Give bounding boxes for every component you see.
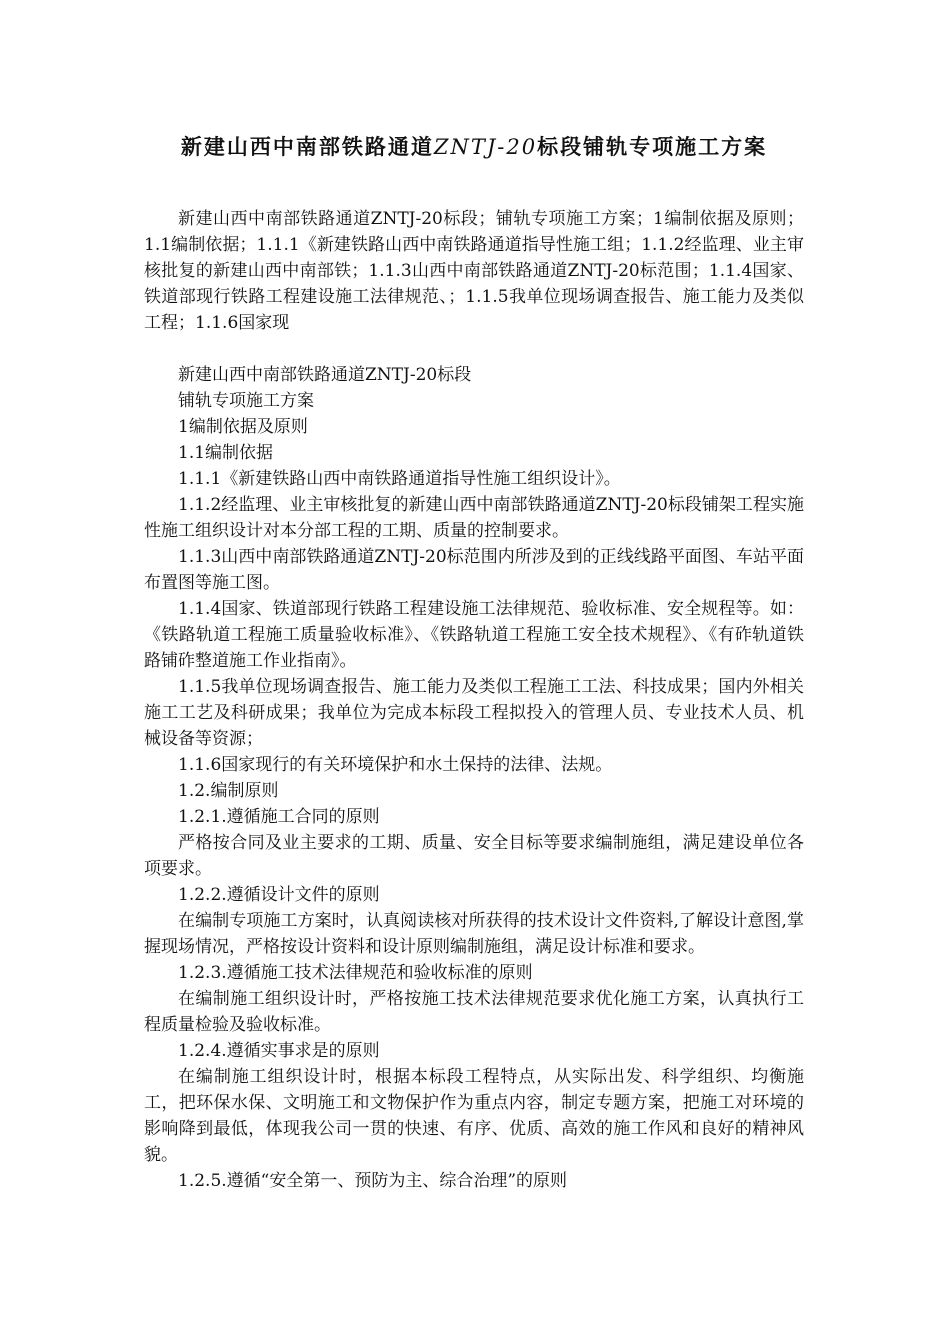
paragraph: 1.2.1.遵循施工合同的原则 xyxy=(178,807,380,827)
title-suffix: 标段铺轨专项施工方案 xyxy=(537,134,768,159)
paragraph: 在编制施工组织设计时，根据本标段工程特点，从实际出发、科学组织、均衡施工，把环保水保、文明施工和文物保护作为重点内容，制定专题方案，把施工对环境的影响降到最低，体现我公司一贯的快速、有序、优质、高效的施工作风和良好的精神风貌。 xyxy=(144,1067,804,1165)
paragraph: 1编制依据及原则 xyxy=(178,417,308,437)
paragraph: 在编制施工组织设计时，严格按施工技术法律规范要求优化施工方案，认真执行工程质量检验及验收标准。 xyxy=(144,989,804,1035)
title-prefix: 新建山西中南部铁路通道 xyxy=(180,134,434,159)
paragraph: 在编制专项施工方案时，认真阅读核对所获得的技术设计文件资料,了解设计意图,掌握现场情况，严格按设计资料和设计原则编制施组，满足设计标准和要求。 xyxy=(144,911,804,957)
paragraph: 1.2.3.遵循施工技术法律规范和验收标准的原则 xyxy=(178,963,533,983)
document-page xyxy=(144,132,804,1194)
paragraph: 1.1.2经监理、业主审核批复的新建山西中南部铁路通道ZNTJ-20标段铺架工程实施性施工组织设计对本分部工程的工期、质量的控制要求。 xyxy=(144,495,804,541)
paragraph: 1.2.5.遵循“安全第一、预防为主、综合治理”的原则 xyxy=(178,1171,568,1191)
summary-paragraph: 新建山西中南部铁路通道ZNTJ-20标段；铺轨专项施工方案；1编制依据及原则；1.1编制依据；1.1.1《新建铁路山西中南铁路通道指导性施工组；1.1.2经监理、业主审核批复的新建山西中南部铁；1.1.3山西中南部铁路通道ZNTJ-20标范围；1.1.4国家、铁道部现行铁路工程建设施工法律规范、；1.1.5我单位现场调查报告、施工能力及类似工程；1.1.6国家现 xyxy=(144,209,804,333)
paragraph: 1.1.5我单位现场调查报告、施工能力及类似工程施工工法、科技成果；国内外相关施工工艺及科研成果；我单位为完成本标段工程拟投入的管理人员、专业技术人员、机械设备等资源； xyxy=(144,677,804,749)
paragraph: 新建山西中南部铁路通道ZNTJ-20标段 xyxy=(178,365,472,385)
body-text xyxy=(144,362,804,1194)
paragraph: 1.2.4.遵循实事求是的原则 xyxy=(178,1041,380,1061)
paragraph: 1.2.2.遵循设计文件的原则 xyxy=(178,885,380,905)
paragraph: 1.1.1《新建铁路山西中南铁路通道指导性施工组织设计》。 xyxy=(178,469,621,489)
paragraph: 1.1编制依据 xyxy=(178,443,274,463)
title-code: ZNTJ-20 xyxy=(433,135,538,159)
paragraph: 1.1.6国家现行的有关环境保护和水土保持的法律、法规。 xyxy=(178,755,613,775)
paragraph: 1.2.编制原则 xyxy=(178,781,279,801)
paragraph: 铺轨专项施工方案 xyxy=(178,391,314,411)
paragraph: 严格按合同及业主要求的工期、质量、安全目标等要求编制施组，满足建设单位各项要求。 xyxy=(144,833,804,879)
document-title xyxy=(144,132,804,162)
paragraph: 1.1.3山西中南部铁路通道ZNTJ-20标范围内所涉及到的正线线路平面图、车站平面布置图等施工图。 xyxy=(144,547,804,593)
paragraph: 1.1.4国家、铁道部现行铁路工程建设施工法律规范、验收标准、安全规程等。如：《铁路轨道工程施工质量验收标准》、《铁路轨道工程施工安全技术规程》、《有砟轨道铁路铺砟整道施工作业指南》。 xyxy=(144,599,804,671)
